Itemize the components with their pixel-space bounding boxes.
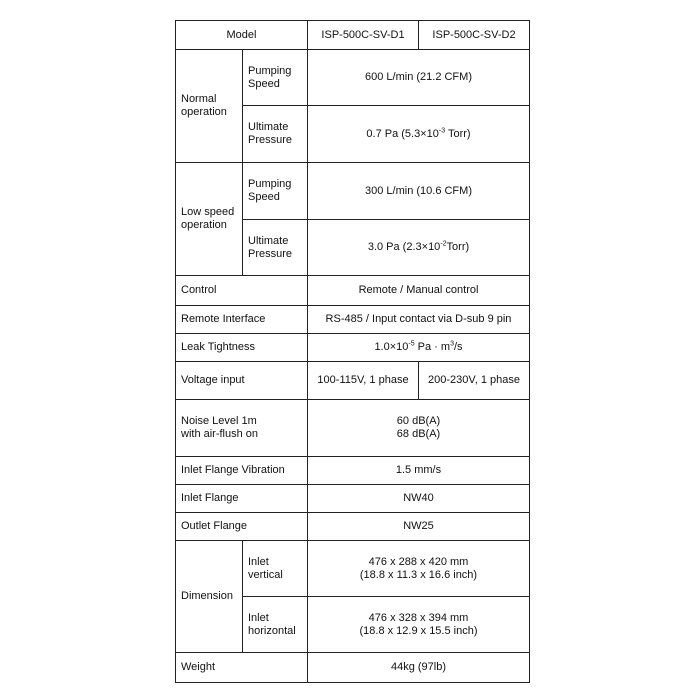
low-speed-row xyxy=(176,163,530,220)
low-pressure-label: Ultimate Pressure xyxy=(243,220,308,276)
model-row xyxy=(176,21,530,50)
inlet-row xyxy=(176,485,530,513)
dimension-label: Dimension xyxy=(176,541,243,653)
dimension-horizontal-label: Inlet horizontal xyxy=(243,597,308,653)
model-d2: ISP-500C-SV-D2 xyxy=(419,21,530,50)
low-speed-label: Pumping Speed xyxy=(243,163,308,220)
model-d1: ISP-500C-SV-D1 xyxy=(308,21,419,50)
inlet-label: Inlet Flange xyxy=(176,485,308,513)
vibration-value: 1.5 mm/s xyxy=(308,457,530,485)
low-speed-value: 300 L/min (10.6 CFM) xyxy=(308,163,530,220)
control-row xyxy=(176,276,530,306)
outlet-value: NW25 xyxy=(308,513,530,541)
remote-label: Remote Interface xyxy=(176,306,308,334)
normal-speed-row xyxy=(176,50,530,106)
control-label: Control xyxy=(176,276,308,306)
normal-operation-label: Normal operation xyxy=(176,50,243,163)
normal-pressure-value: 0.7 Pa ($5.3\times 10^{-3}$ Torr) xyxy=(308,106,530,163)
remote-row xyxy=(176,306,530,334)
spec-table xyxy=(175,20,530,683)
remote-value: RS-485 / Input contact via D-sub 9 pin xyxy=(308,306,530,334)
voltage-row xyxy=(176,362,530,400)
dimension-horizontal-value: 476 x 328 x 394 mm (18.8 x 12.9 x 15.5 inch) xyxy=(308,597,530,653)
normal-pressure-label: Ultimate Pressure xyxy=(243,106,308,163)
control-value: Remote / Manual control xyxy=(308,276,530,306)
voltage-d2: 200-230V, 1 phase xyxy=(419,362,530,400)
dimension-vertical-value: 476 x 288 x 420 mm (18.8 x 11.3 x 16.6 inch) xyxy=(308,541,530,597)
normal-speed-value: 600 L/min (21.2 CFM) xyxy=(308,50,530,106)
model-label: Model xyxy=(176,21,308,50)
vibration-row xyxy=(176,457,530,485)
normal-speed-label: Pumping Speed xyxy=(243,50,308,106)
leak-label: Leak Tightness xyxy=(176,334,308,362)
low-operation-label: Low speed operation xyxy=(176,163,243,276)
weight-label: Weight xyxy=(176,653,308,683)
low-pressure-value: 3.0 Pa $(2.3\times 10^{-2}Torr)$ xyxy=(308,220,530,276)
leak-row xyxy=(176,334,530,362)
vibration-label: Inlet Flange Vibration xyxy=(176,457,308,485)
dimension-vertical-label: Inlet vertical xyxy=(243,541,308,597)
outlet-label: Outlet Flange xyxy=(176,513,308,541)
voltage-d1: 100-115V, 1 phase xyxy=(308,362,419,400)
dimension-vertical-row xyxy=(176,541,530,597)
leak-value: $1.0\times 10^{-5}$ $Pa \cdot m^3/s$ xyxy=(308,334,530,362)
noise-label: Noise Level 1m with air-flush on xyxy=(176,400,308,457)
weight-row xyxy=(176,653,530,683)
inlet-value: NW40 xyxy=(308,485,530,513)
weight-value: 44kg (97lb) xyxy=(308,653,530,683)
noise-row xyxy=(176,400,530,457)
noise-value: 60 dB(A) 68 dB(A) xyxy=(308,400,530,457)
voltage-label: Voltage input xyxy=(176,362,308,400)
outlet-row xyxy=(176,513,530,541)
